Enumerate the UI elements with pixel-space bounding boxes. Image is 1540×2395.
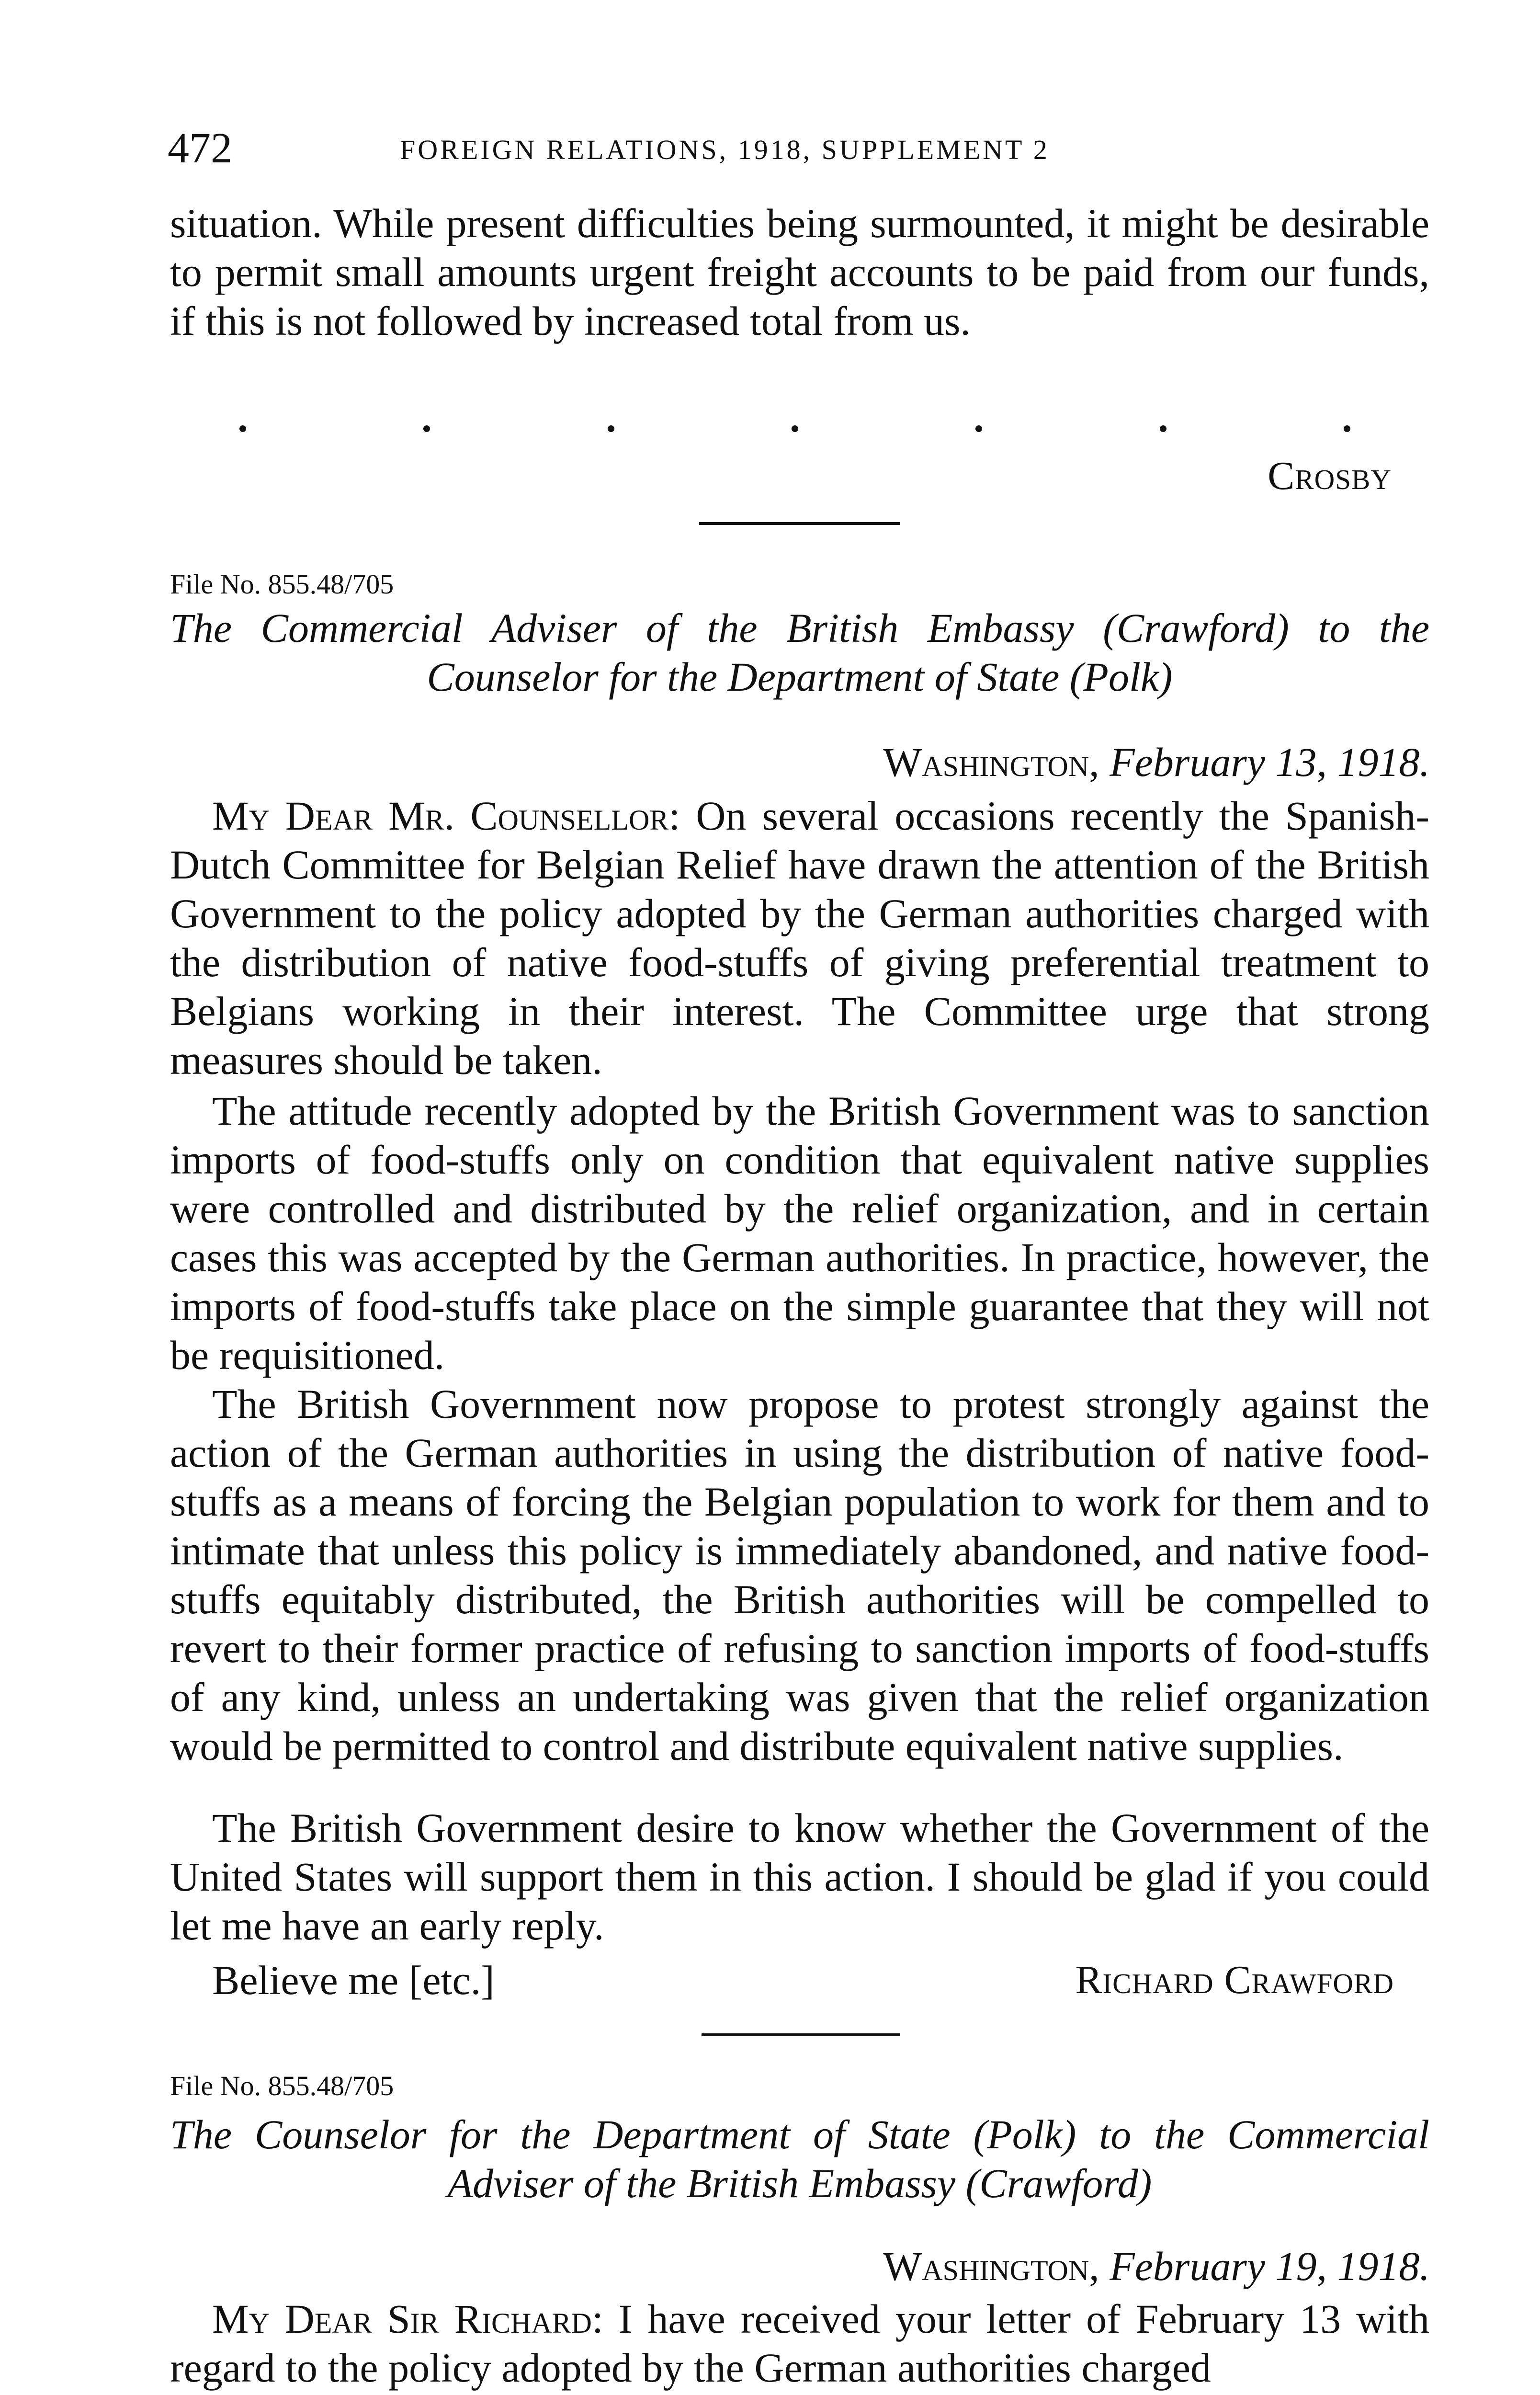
ellipsis-dot bbox=[792, 425, 798, 432]
salutation: My Dear Mr. Counsellor: bbox=[212, 793, 680, 839]
section-divider bbox=[699, 522, 900, 525]
section-divider bbox=[702, 2033, 900, 2036]
letter-paragraph: The British Government now propose to protest strongly against the action of the German authorities in using the distribution of native food-stuffs as a means of forcing the Belgian population to work for them and to intimate that unless this policy is immediately abandoned, and native food-stuffs equitably distributed, the British authorities will be compelled to revert to their former practice of refusing to sanction imports of food-stuffs of any kind, unless an undertaking was given that the relief organization would be permitted to control and distribute equivalent native supplies. bbox=[170, 1381, 1429, 1769]
running-title: FOREIGN RELATIONS, 1918, SUPPLEMENT 2 bbox=[400, 134, 1050, 165]
signature-crosby: Crosby bbox=[1268, 454, 1392, 498]
file-number: File No. 855.48/705 bbox=[170, 569, 394, 600]
dateline-place: Washington, bbox=[883, 2243, 1099, 2289]
closing: Believe me [etc.] bbox=[212, 1957, 495, 2003]
salutation: My Dear Sir Richard: bbox=[212, 2296, 603, 2342]
letter-paragraph: The British Government desire to know whether the Government of the United States will support them in this action. I should be glad if you could let me have an early reply. bbox=[170, 1805, 1429, 1949]
ellipsis-dot bbox=[975, 425, 982, 432]
dateline-date: February 13, 1918. bbox=[1110, 739, 1430, 785]
dateline-date: February 19, 1918. bbox=[1110, 2243, 1430, 2289]
letter-paragraph bbox=[170, 2294, 1429, 2392]
letter-paragraph bbox=[170, 791, 1429, 1084]
dateline bbox=[883, 2242, 1430, 2291]
letter-paragraph: The attitude recently adopted by the British Government was to sanction imports of food-stuffs only on condition that equivalent native supplies were controlled and distributed by the relief organization, and in certain cases this was accepted by the German authorities. In practice, however, the imports of food-stuffs take place on the simple guarantee that they will not be requisitioned. bbox=[170, 1088, 1429, 1378]
ellipsis-dot bbox=[608, 425, 614, 432]
dateline bbox=[883, 738, 1430, 787]
ellipsis-dot bbox=[423, 425, 430, 432]
ellipsis-dots bbox=[239, 419, 1350, 438]
paragraph-text: I have received your letter of February 13 with regard to the policy adopted by the German authorities charged bbox=[170, 2296, 1430, 2391]
paragraph-text: On several occasions recently the Spanish-Dutch Committee for Belgian Relief have drawn the attention of the British Government to the policy adopted by the German authorities charged with the distribution of native food-stuffs of giving preferential treatment to Belgians working in their interest. The Committee urge that strong measures should be taken. bbox=[170, 793, 1430, 1083]
file-number: File No. 855.48/705 bbox=[170, 2070, 394, 2101]
signature-crawford: Richard Crawford bbox=[1075, 1958, 1394, 2002]
page-number: 472 bbox=[168, 125, 232, 172]
ellipsis-dot bbox=[239, 425, 246, 432]
ellipsis-dot bbox=[1160, 425, 1166, 432]
page-header bbox=[168, 122, 1437, 175]
ellipsis-dot bbox=[1344, 425, 1350, 432]
dateline-place: Washington, bbox=[883, 739, 1099, 785]
continuation-paragraph: situation. While present difficulties being surmounted, it might be desirable to permit small amounts urgent freight accounts to be paid from our funds, if this is not followed by increased total from us. bbox=[170, 200, 1429, 344]
document-title: The Commercial Adviser of the British Embassy (Crawford) to the Counselor for the Department of State (Polk) bbox=[170, 605, 1429, 700]
document-title: The Counselor for the Department of State (Polk) to the Commercial Adviser of the British Embassy (Crawford) bbox=[170, 2111, 1429, 2206]
